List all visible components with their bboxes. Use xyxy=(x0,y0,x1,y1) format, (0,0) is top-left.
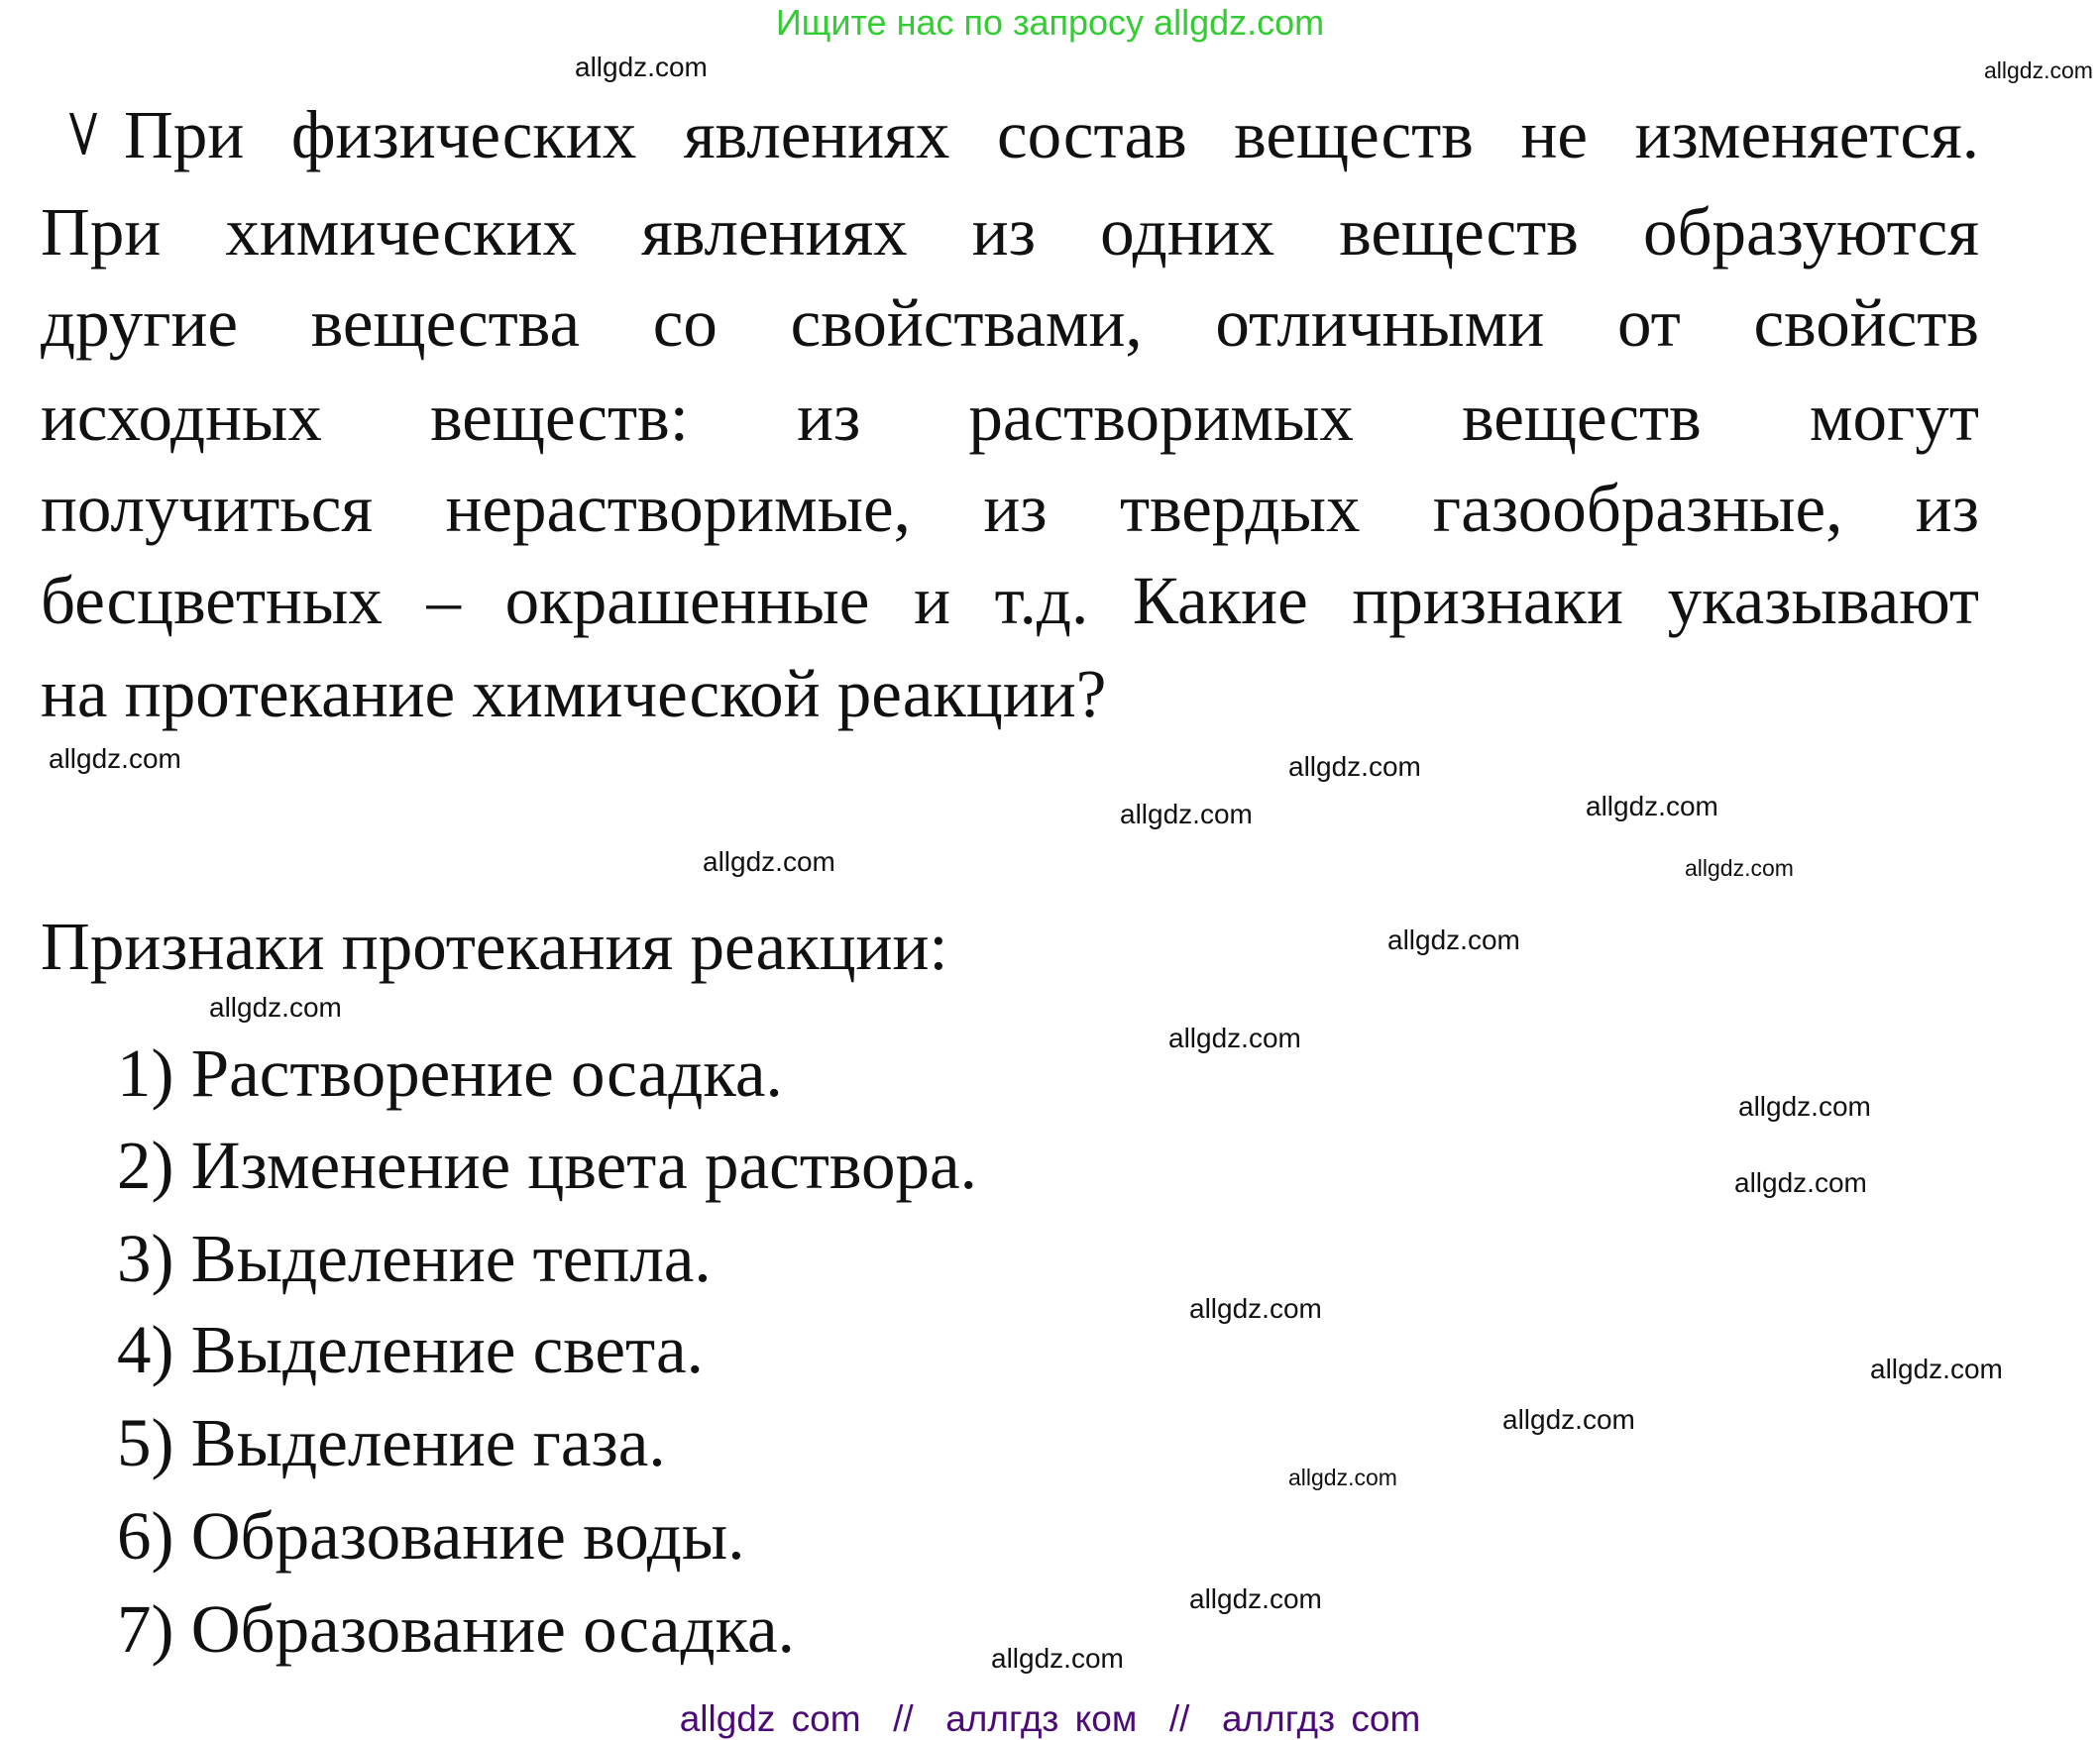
paragraph-line: бесцветных – окрашенные и т.д. Какие признаки указывают xyxy=(41,563,1979,638)
paragraph-line: исходных веществ: из растворимых веществ могут xyxy=(41,380,1979,455)
watermark: allgdz.com xyxy=(1502,1404,1635,1435)
list-item: 1) Растворение осадка. xyxy=(117,1035,783,1111)
watermark: allgdz.com xyxy=(575,52,708,82)
watermark: allgdz.com xyxy=(991,1643,1124,1674)
list-item: 2) Изменение цвета раствора. xyxy=(117,1128,977,1203)
watermark: allgdz.com xyxy=(703,846,835,877)
list-item: 7) Образование осадка. xyxy=(117,1591,795,1667)
watermark: allgdz.com xyxy=(1120,799,1253,829)
paragraph-line: другие вещества со свойствами, отличными от свойств xyxy=(41,285,1979,361)
watermark: allgdz.com xyxy=(1288,1465,1397,1490)
watermark: allgdz.com xyxy=(1387,924,1520,955)
watermark: allgdz.com xyxy=(1984,57,2093,83)
watermark: allgdz.com xyxy=(1288,751,1421,782)
list-item: 6) Образование воды. xyxy=(117,1498,745,1574)
watermark: allgdz.com xyxy=(1685,855,1794,881)
section-heading: Признаки протекания реакции: xyxy=(41,909,948,984)
watermark: allgdz.com xyxy=(1738,1091,1871,1122)
list-item: 3) Выделение тепла. xyxy=(117,1221,712,1296)
watermark: allgdz.com xyxy=(1189,1583,1322,1614)
bottom-site-banner: allgdz com // аллгдз ком // аллгдз com xyxy=(679,1698,1421,1739)
watermark: allgdz.com xyxy=(1168,1023,1301,1053)
list-item: 4) Выделение света. xyxy=(117,1312,704,1387)
paragraph-line: При химических явлениях из одних веществ образуются xyxy=(41,194,1979,270)
watermark: allgdz.com xyxy=(1734,1167,1867,1198)
paragraph-line: При физических явлениях состав веществ не изменяется. xyxy=(124,97,1979,172)
watermark: allgdz.com xyxy=(1586,791,1718,821)
watermark: allgdz.com xyxy=(49,743,181,774)
watermark: allgdz.com xyxy=(209,992,342,1023)
list-item: 5) Выделение газа. xyxy=(117,1405,666,1480)
top-search-banner: Ищите нас по запросу allgdz.com xyxy=(775,2,1325,43)
task-number-marker-icon xyxy=(67,111,99,157)
watermark: allgdz.com xyxy=(1870,1354,2003,1384)
paragraph-line: на протекание химической реакции? xyxy=(41,656,1107,731)
paragraph-line: получиться нерастворимые, из твердых газообразные, из xyxy=(41,471,1979,546)
watermark: allgdz.com xyxy=(1189,1293,1322,1324)
